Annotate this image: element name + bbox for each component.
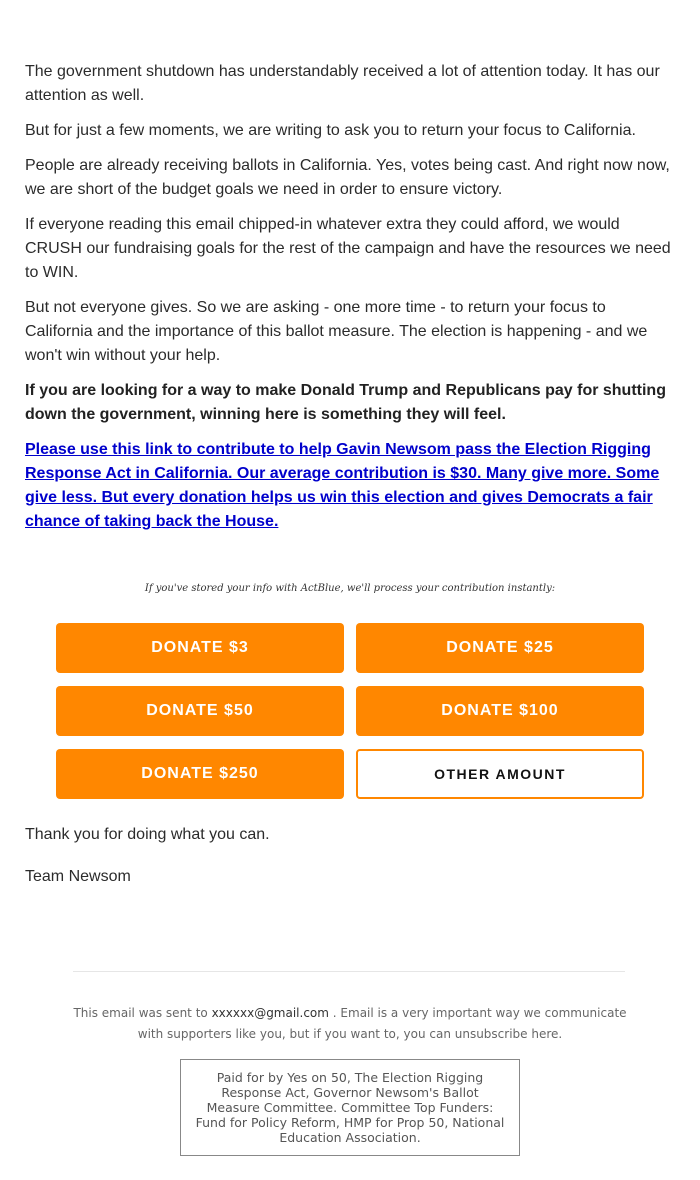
paid-for-disclaimer: Paid for by Yes on 50, The Election Rigging Response Act, Governor Newsom's Ballot Measure Committee. Committee Top Funders: Fund for Policy Reform, HMP for Prop 50, National Education Association. bbox=[180, 1059, 520, 1156]
paragraph-shutdown: The government shutdown has understandably received a lot of attention today. It has our attention as well. bbox=[25, 63, 660, 104]
donate-3-button[interactable]: DONATE $3 bbox=[56, 623, 344, 673]
paragraph-trump: If you are looking for a way to make Donald Trump and Republicans pay for shutting down the government, winning here is something they will feel. bbox=[25, 382, 666, 423]
other-amount-button[interactable]: OTHER AMOUNT bbox=[356, 749, 644, 799]
team-signature: Team Newsom bbox=[25, 868, 131, 885]
actblue-note: If you've stored your info with ActBlue, we'll process your contribution instantly: bbox=[144, 583, 556, 594]
donate-250-button[interactable]: DONATE $250 bbox=[56, 749, 344, 799]
paragraph-focus: But for just a few moments, we are writing to ask you to return your focus to California. bbox=[25, 122, 636, 139]
recipient-email: xxxxxx@gmail.com bbox=[211, 1006, 329, 1020]
footer-sent-suffix: . Email is a very important way we communicate with supporters like you, but if you want to, you can unsubscribe here. bbox=[137, 1006, 627, 1041]
footer-notice bbox=[70, 1003, 630, 1045]
paragraph-ballots: People are already receiving ballots in California. Yes, votes being cast. And right now now, we are short of the budget goals we need in order to ensure victory. bbox=[25, 157, 670, 198]
paragraph-not-everyone: But not everyone gives. So we are asking - one more time - to return your focus to California and the importance of this ballot measure. The election is happening - and we won't win without your help. bbox=[25, 299, 648, 364]
footer-divider bbox=[73, 971, 625, 972]
footer-sent-prefix: This email was sent to bbox=[73, 1006, 208, 1020]
email-body bbox=[25, 60, 677, 534]
contribute-link-paragraph bbox=[25, 438, 677, 534]
paragraph-chip-in: If everyone reading this email chipped-in whatever extra they could afford, we would CRUSH our fundraising goals for the rest of the campaign and have the resources we need to WIN. bbox=[25, 216, 671, 281]
donate-50-button[interactable]: DONATE $50 bbox=[56, 686, 344, 736]
donate-100-button[interactable]: DONATE $100 bbox=[356, 686, 644, 736]
contribute-link[interactable]: Please use this link to contribute to help Gavin Newsom pass the Election Rigging Response Act in California. Our average contribution is $30. Many give more. Some give less. But every donation helps us win this election and gives Democrats a fair chance of taking back the House. bbox=[25, 441, 660, 530]
thank-you-text: Thank you for doing what you can. bbox=[25, 826, 270, 843]
donate-25-button[interactable]: DONATE $25 bbox=[356, 623, 644, 673]
